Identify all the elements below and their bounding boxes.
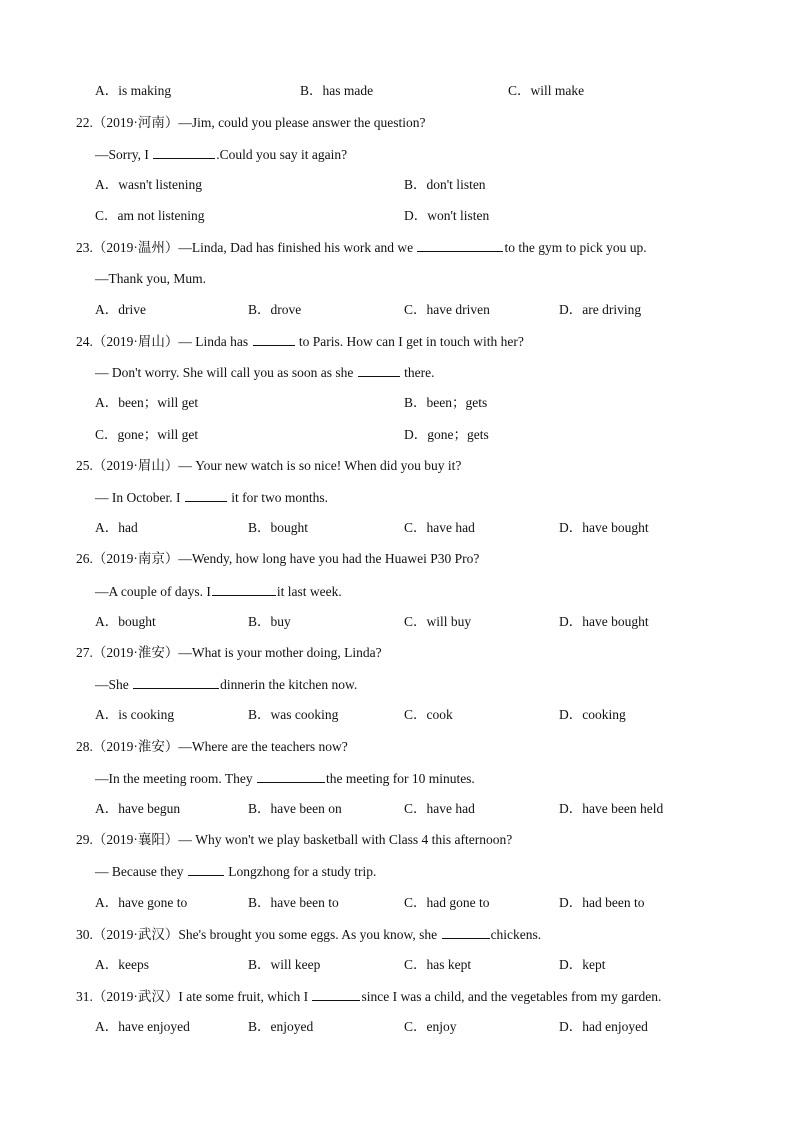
q23-stem xyxy=(0,236,794,258)
option-c: C．have driven xyxy=(404,302,490,317)
option-c: C．have had xyxy=(404,520,475,535)
q22-reply xyxy=(0,143,794,165)
question-number: 30. xyxy=(76,927,93,942)
answer-blank xyxy=(188,860,224,876)
option-a: A．been；will get xyxy=(95,395,199,410)
sentence-part: —Wendy, how long have you had the Huawei P30 Pro? xyxy=(178,551,480,566)
question-number: 24. xyxy=(76,334,93,349)
question-number: 23. xyxy=(76,240,93,255)
sentence-part: the meeting for 10 minutes. xyxy=(325,771,475,786)
sentence-part: — In October. I xyxy=(95,490,184,505)
option-a: A．drive xyxy=(95,302,146,317)
q23-options xyxy=(0,299,794,321)
answer-blank xyxy=(133,673,219,689)
sentence-part: — Linda has xyxy=(178,334,252,349)
sentence-part: — Why won't we play basketball with Class 4 this afternoon? xyxy=(178,832,513,847)
sentence-part: —A couple of days. I xyxy=(95,584,211,599)
option-a: A．is making xyxy=(95,83,172,98)
sentence-part: — Because they xyxy=(95,864,187,879)
option-d: D．have been held xyxy=(559,801,664,816)
answer-blank xyxy=(312,985,360,1001)
question-source: （2019·南京） xyxy=(92,551,179,566)
question-source: （2019·淮安） xyxy=(92,645,179,660)
option-b: B．has made xyxy=(300,83,374,98)
sentence-part: I ate some fruit, which I xyxy=(178,989,312,1004)
option-b: B．have been on xyxy=(248,801,342,816)
option-d: D．cooking xyxy=(559,707,626,722)
answer-blank xyxy=(358,361,400,377)
answer-blank xyxy=(253,330,295,346)
option-b: B．drove xyxy=(248,302,302,317)
sentence-part: Longzhong for a study trip. xyxy=(224,864,377,879)
option-a: A．keeps xyxy=(95,957,149,972)
q23-reply xyxy=(0,268,794,290)
option-b: B．enjoyed xyxy=(248,1019,314,1034)
option-a: A．have gone to xyxy=(95,895,188,910)
q22-options-row2 xyxy=(0,205,794,227)
question-source: （2019·河南） xyxy=(92,115,179,130)
option-d: D．had enjoyed xyxy=(559,1019,648,1034)
q28-options xyxy=(0,798,794,820)
q31-stem xyxy=(0,985,794,1007)
option-b: B．will keep xyxy=(248,957,321,972)
q26-reply xyxy=(0,580,794,602)
q26-options xyxy=(0,611,794,633)
q28-stem xyxy=(0,736,794,758)
option-b: B．been；gets xyxy=(404,395,488,410)
sentence-part: —Thank you, Mum. xyxy=(95,271,206,286)
question-number: 22. xyxy=(76,115,93,130)
answer-blank xyxy=(257,767,325,783)
question-number: 28. xyxy=(76,739,93,754)
q29-reply xyxy=(0,860,794,882)
sentence-part: —Linda, Dad has finished his work and we xyxy=(178,240,417,255)
q27-stem xyxy=(0,642,794,664)
option-b: B．buy xyxy=(248,614,291,629)
option-d: D．have bought xyxy=(559,520,649,535)
option-b: B．was cooking xyxy=(248,707,339,722)
sentence-part: — Your new watch is so nice! When did you buy it? xyxy=(178,458,462,473)
option-a: A．bought xyxy=(95,614,156,629)
question-source: （2019·眉山） xyxy=(92,458,179,473)
option-b: B．have been to xyxy=(248,895,339,910)
option-d: D．won't listen xyxy=(404,208,490,223)
option-b: B．don't listen xyxy=(404,177,486,192)
sentence-part: chickens. xyxy=(490,927,542,942)
q29-stem xyxy=(0,829,794,851)
answer-blank xyxy=(185,486,227,502)
option-a: A．wasn't listening xyxy=(95,177,203,192)
q31-options xyxy=(0,1016,794,1038)
q30-stem xyxy=(0,923,794,945)
q24-options-row1 xyxy=(0,392,794,414)
question-source: （2019·眉山） xyxy=(92,334,179,349)
sentence-part: dinnerin the kitchen now. xyxy=(220,677,358,692)
sentence-part: to Paris. How can I get in touch with her? xyxy=(295,334,524,349)
sentence-part: there. xyxy=(400,365,435,380)
q25-options xyxy=(0,517,794,539)
question-source: （2019·武汉） xyxy=(92,927,179,942)
q22-stem xyxy=(0,112,794,134)
question-number: 26. xyxy=(76,551,93,566)
q25-reply xyxy=(0,486,794,508)
q25-stem xyxy=(0,455,794,477)
option-c: C．had gone to xyxy=(404,895,490,910)
option-a: A．is cooking xyxy=(95,707,175,722)
sentence-part: —Sorry, I xyxy=(95,147,153,162)
sentence-part: —She xyxy=(95,677,133,692)
option-a: A．have enjoyed xyxy=(95,1019,190,1034)
q24-reply xyxy=(0,361,794,383)
question-source: （2019·温州） xyxy=(92,240,179,255)
sentence-part: — Don't worry. She will call you as soon as she xyxy=(95,365,357,380)
option-d: D．gone；gets xyxy=(404,427,489,442)
question-number: 25. xyxy=(76,458,93,473)
sentence-part: She's brought you some eggs. As you know, she xyxy=(178,927,441,942)
question-source: （2019·淮安） xyxy=(92,739,179,754)
sentence-part: .Could you say it again? xyxy=(216,147,348,162)
option-c: C．gone；will get xyxy=(95,427,199,442)
option-a: A．have begun xyxy=(95,801,181,816)
option-d: D．are driving xyxy=(559,302,642,317)
sentence-part: —Where are the teachers now? xyxy=(178,739,348,754)
q22-options-row1 xyxy=(0,174,794,196)
option-c: C．have had xyxy=(404,801,475,816)
option-c: C．will buy xyxy=(404,614,472,629)
option-c: C．has kept xyxy=(404,957,472,972)
answer-blank xyxy=(417,236,503,252)
option-c: C．will make xyxy=(508,83,585,98)
answer-blank xyxy=(442,923,490,939)
q24-options-row2 xyxy=(0,424,794,446)
option-d: D．had been to xyxy=(559,895,645,910)
q24-stem xyxy=(0,330,794,352)
q30-options xyxy=(0,954,794,976)
option-c: C．am not listening xyxy=(95,208,205,223)
q28-reply xyxy=(0,767,794,789)
q27-options xyxy=(0,704,794,726)
answer-blank xyxy=(153,143,215,159)
option-c: C．enjoy xyxy=(404,1019,457,1034)
sentence-part: it last week. xyxy=(276,584,342,599)
option-d: D．kept xyxy=(559,957,606,972)
answer-blank xyxy=(212,580,276,596)
q26-stem xyxy=(0,548,794,570)
option-b: B．bought xyxy=(248,520,309,535)
option-c: C．cook xyxy=(404,707,453,722)
question-source: （2019·襄阳） xyxy=(92,832,179,847)
sentence-part: since I was a child, and the vegetables from my garden. xyxy=(361,989,662,1004)
question-source: （2019·武汉） xyxy=(92,989,179,1004)
question-number: 29. xyxy=(76,832,93,847)
sentence-part: it for two months. xyxy=(227,490,328,505)
sentence-part: to the gym to pick you up. xyxy=(504,240,647,255)
sentence-part: —In the meeting room. They xyxy=(95,771,256,786)
q29-options xyxy=(0,892,794,914)
q21-options xyxy=(0,80,794,102)
question-text: —Jim, could you please answer the question? xyxy=(178,115,426,130)
question-number: 27. xyxy=(76,645,93,660)
option-a: A．had xyxy=(95,520,138,535)
question-number: 31. xyxy=(76,989,93,1004)
option-d: D．have bought xyxy=(559,614,649,629)
sentence-part: —What is your mother doing, Linda? xyxy=(178,645,382,660)
q27-reply xyxy=(0,673,794,695)
